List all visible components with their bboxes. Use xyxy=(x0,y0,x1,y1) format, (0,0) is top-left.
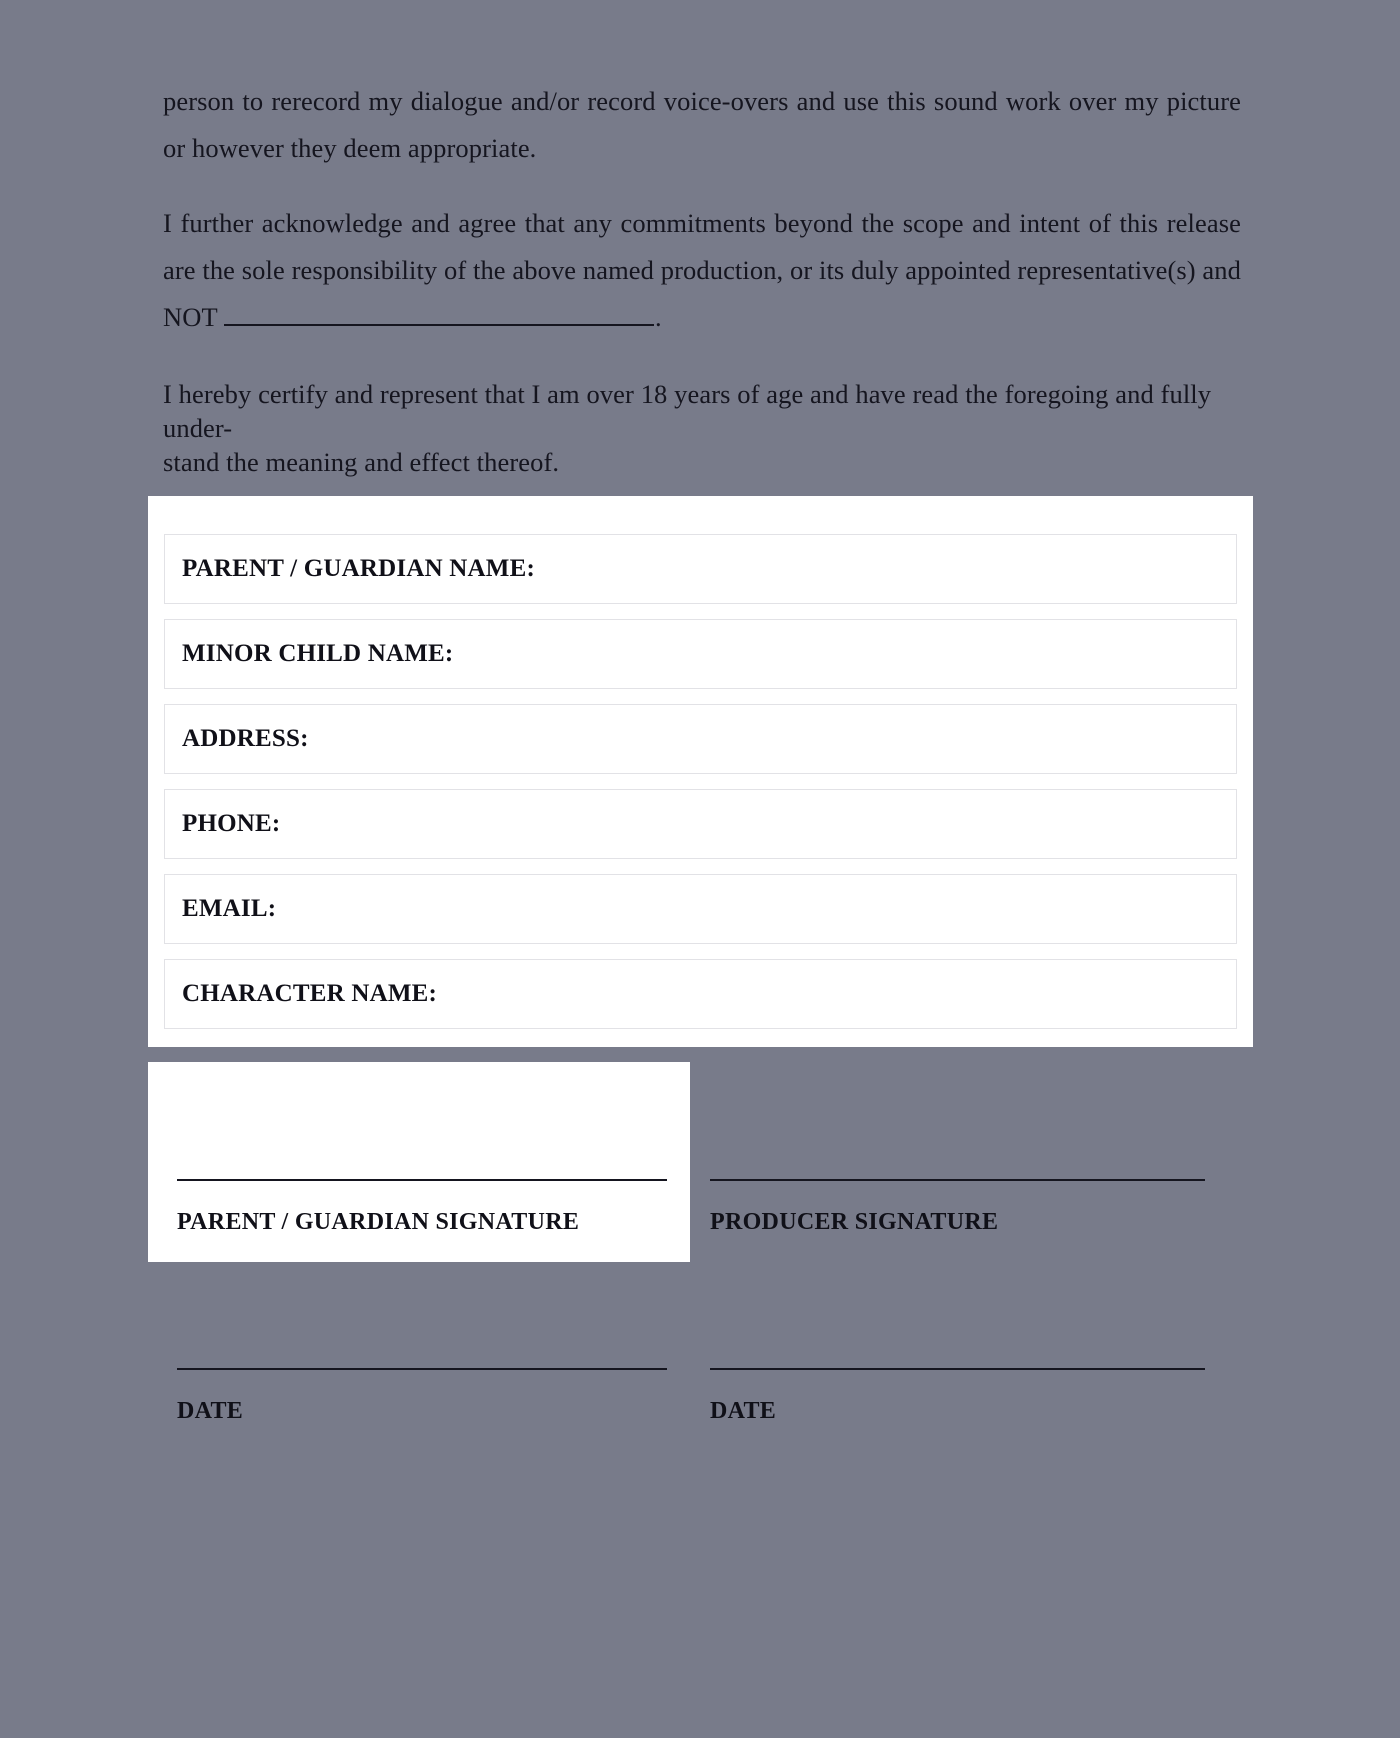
paragraph-certify-line-1: I hereby certify and represent that I am over 18 years of age and have read the foregoing and fully under- xyxy=(163,379,1212,443)
paragraph-commitments-text: I further acknowledge and agree that any commitments beyond the scope and intent of this release are the sole responsibility of the above named production, or its duly appointed representative(s) and NOT xyxy=(163,208,1241,332)
form-label-phone: PHONE: xyxy=(182,810,281,837)
form-label-parent-guardian-name: PARENT / GUARDIAN NAME: xyxy=(182,555,535,582)
form-label-minor-child-name: MINOR CHILD NAME: xyxy=(182,640,454,667)
producer-signature-caption: PRODUCER SIGNATURE xyxy=(710,1209,999,1235)
paragraph-certify-age xyxy=(163,377,1241,479)
document-body-text xyxy=(163,78,1241,507)
form-label-address: ADDRESS: xyxy=(182,725,309,752)
form-row-parent-guardian-name[interactable] xyxy=(164,534,1237,604)
contact-details-form-panel xyxy=(148,496,1253,1047)
parent-guardian-date-line[interactable] xyxy=(177,1368,667,1370)
parent-guardian-signature-caption: PARENT / GUARDIAN SIGNATURE xyxy=(177,1209,580,1235)
paragraph-certify-line-2: stand the meaning and effect thereof. xyxy=(163,447,560,477)
form-row-character-name[interactable] xyxy=(164,959,1237,1029)
fill-in-blank-rule[interactable] xyxy=(224,301,654,326)
parent-guardian-date-caption: DATE xyxy=(177,1398,244,1424)
paragraph-commitments-release xyxy=(163,200,1241,341)
paragraph-rerecord-dialogue: person to rerecord my dialogue and/or record voice-overs and use this sound work over my picture or however they deem appropriate. xyxy=(163,86,1241,163)
paragraph-commitments-period: . xyxy=(655,302,662,332)
producer-signature-line[interactable] xyxy=(710,1179,1205,1181)
parent-guardian-signature-line[interactable] xyxy=(177,1179,667,1181)
form-row-email[interactable] xyxy=(164,874,1237,944)
form-label-email: EMAIL: xyxy=(182,895,277,922)
date-area xyxy=(0,1300,1400,1500)
form-row-phone[interactable] xyxy=(164,789,1237,859)
producer-date-line[interactable] xyxy=(710,1368,1205,1370)
producer-date-caption: DATE xyxy=(710,1398,777,1424)
form-label-character-name: CHARACTER NAME: xyxy=(182,980,438,1007)
form-row-minor-child-name[interactable] xyxy=(164,619,1237,689)
form-row-address[interactable] xyxy=(164,704,1237,774)
